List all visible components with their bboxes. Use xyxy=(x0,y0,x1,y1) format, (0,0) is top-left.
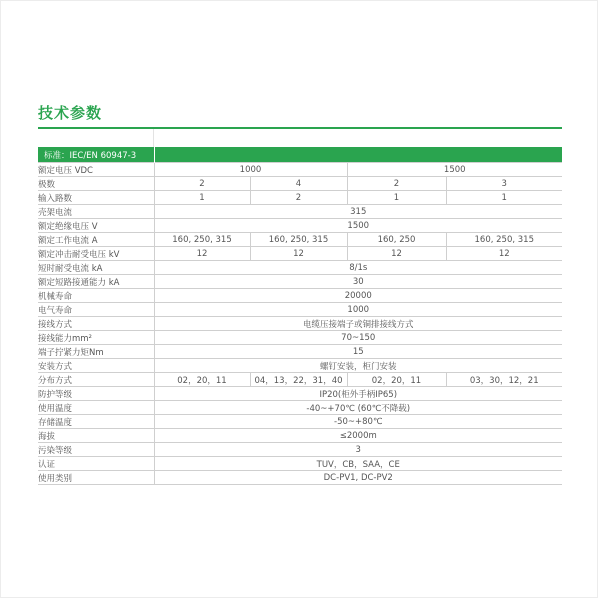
spec-row-label: 接线能力mm² xyxy=(38,331,154,345)
spec-row-value: 20000 xyxy=(154,289,562,303)
spec-row xyxy=(38,373,562,387)
spec-row-value: 160, 250, 315 xyxy=(250,233,347,247)
spec-row-label: 端子拧紧力矩Nm xyxy=(38,345,154,359)
spec-row xyxy=(38,415,562,429)
spec-row xyxy=(38,233,562,247)
spec-row xyxy=(38,471,562,485)
spec-row xyxy=(38,317,562,331)
spec-row-value: 3 xyxy=(154,443,562,457)
spec-row-label: 接线方式 xyxy=(38,317,154,331)
spec-row xyxy=(38,177,562,191)
spec-row-value: ≤2000m xyxy=(154,429,562,443)
spec-row-value: 8/1s xyxy=(154,261,562,275)
spec-row-label: 机械寿命 xyxy=(38,289,154,303)
spec-row-value: 315 xyxy=(154,205,562,219)
table-pre-header-row xyxy=(38,129,562,147)
spec-row-value: 02，20，11 xyxy=(154,373,250,387)
spec-row-value: TUV，CB，SAA，CE xyxy=(154,457,562,471)
spec-row-value: IP20(柜外手柄IP65) xyxy=(154,387,562,401)
spec-section xyxy=(38,104,562,485)
spec-row-label: 防护等级 xyxy=(38,387,154,401)
spec-row-value: 1 xyxy=(446,191,562,205)
spec-row-value: 03，30，12，21 xyxy=(446,373,562,387)
spec-row-value: 12 xyxy=(347,247,446,261)
spec-row xyxy=(38,331,562,345)
spec-row-label: 额定冲击耐受电压 kV xyxy=(38,247,154,261)
spec-row-label: 额定电压 VDC xyxy=(38,163,154,177)
spec-row-value: 02，20，11 xyxy=(347,373,446,387)
spec-row-value: 3 xyxy=(446,177,562,191)
spec-row-value: 1 xyxy=(347,191,446,205)
spec-row xyxy=(38,275,562,289)
spec-row-value: 160, 250 xyxy=(347,233,446,247)
spec-row xyxy=(38,387,562,401)
spec-row-value: 15 xyxy=(154,345,562,359)
spec-row-value: 1000 xyxy=(154,163,347,177)
spec-row xyxy=(38,163,562,177)
spec-row xyxy=(38,443,562,457)
spec-row xyxy=(38,205,562,219)
spec-row-value: 1500 xyxy=(154,219,562,233)
spec-row-label: 安装方式 xyxy=(38,359,154,373)
spec-row-label: 认证 xyxy=(38,457,154,471)
spec-table-body xyxy=(38,163,562,485)
spec-row xyxy=(38,303,562,317)
spec-row-value: 2 xyxy=(250,191,347,205)
spec-row-value: -50~+80℃ xyxy=(154,415,562,429)
spec-row xyxy=(38,401,562,415)
spec-row-value: 70~150 xyxy=(154,331,562,345)
spec-row-value: 2 xyxy=(347,177,446,191)
spec-row-value: 螺钉安装，柜门安装 xyxy=(154,359,562,373)
spec-row xyxy=(38,345,562,359)
spec-row-value: DC-PV1, DC-PV2 xyxy=(154,471,562,485)
spec-row xyxy=(38,219,562,233)
spec-row-label: 额定工作电流 A xyxy=(38,233,154,247)
spec-row-label: 输入路数 xyxy=(38,191,154,205)
spec-row-label: 额定绝缘电压 V xyxy=(38,219,154,233)
spec-row-label: 使用温度 xyxy=(38,401,154,415)
spec-row xyxy=(38,261,562,275)
spec-row-value: -40~+70℃ (60℃不降载) xyxy=(154,401,562,415)
spec-row-label: 污染等级 xyxy=(38,443,154,457)
spec-row-value: 1000 xyxy=(154,303,562,317)
spec-row-value: 12 xyxy=(250,247,347,261)
spec-row-label: 短时耐受电流 kA xyxy=(38,261,154,275)
spec-row-label: 额定短路接通能力 kA xyxy=(38,275,154,289)
spec-row-value: 04，13，22，31，40 xyxy=(250,373,347,387)
spec-row-label: 使用类别 xyxy=(38,471,154,485)
spec-row-value: 160, 250, 315 xyxy=(446,233,562,247)
spec-row-label: 电气寿命 xyxy=(38,303,154,317)
spec-row-value: 12 xyxy=(154,247,250,261)
spec-row xyxy=(38,429,562,443)
spec-row-value: 12 xyxy=(446,247,562,261)
table-header-row xyxy=(38,147,562,163)
page-title: 技术参数 xyxy=(38,104,103,122)
spec-row xyxy=(38,191,562,205)
spec-row-label: 海拔 xyxy=(38,429,154,443)
spec-row xyxy=(38,247,562,261)
spec-row xyxy=(38,359,562,373)
pre-header-column-divider xyxy=(38,129,154,147)
spec-row-value: 4 xyxy=(250,177,347,191)
spec-row-label: 极数 xyxy=(38,177,154,191)
spec-row-label: 存储温度 xyxy=(38,415,154,429)
spec-row-value: 30 xyxy=(154,275,562,289)
standard-header-filler xyxy=(154,147,562,163)
spec-row xyxy=(38,289,562,303)
standard-header-label: 标准：IEC/EN 60947-3 xyxy=(38,147,154,163)
spec-row-value: 电缆压接端子或铜排接线方式 xyxy=(154,317,562,331)
spec-row-value: 1500 xyxy=(347,163,562,177)
spec-row-label: 壳架电流 xyxy=(38,205,154,219)
spec-row-value: 160, 250, 315 xyxy=(154,233,250,247)
spec-table xyxy=(38,147,562,485)
spec-row-value: 1 xyxy=(154,191,250,205)
spec-row-value: 2 xyxy=(154,177,250,191)
spec-row-label: 分布方式 xyxy=(38,373,154,387)
spec-row xyxy=(38,457,562,471)
